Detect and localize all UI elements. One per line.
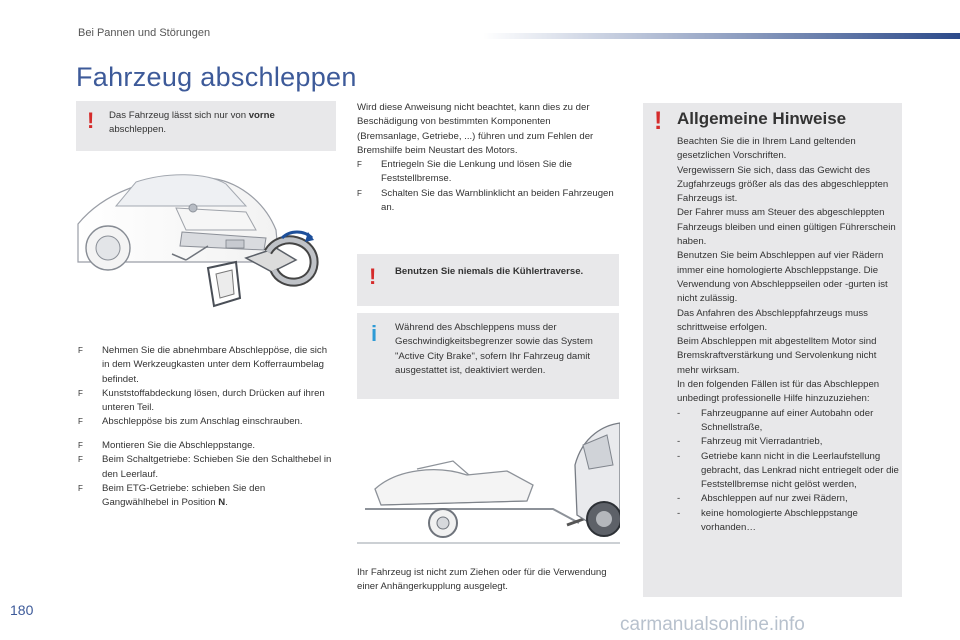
front-only-note	[76, 101, 336, 151]
radiator-warning	[357, 254, 619, 306]
warning-icon: !	[369, 264, 377, 289]
step-item: F Nehmen Sie die abnehmbare Abschleppöse, die sich in dem Werkzeugkasten unter dem Kofferraumbelag befindet.	[78, 345, 328, 385]
section-title: Bei Pannen und Störungen	[78, 27, 211, 39]
note-paragraph: Benutzen Sie beim Abschleppen auf vier Rädern immer eine homologierte Abschleppstange. Die Verwendung von Abschleppseilen oder -gurten ist nicht zulässig.	[677, 250, 888, 305]
trailer-caption: Ihr Fahrzeug ist nicht zum Ziehen oder für die Verwendung einer Anhängerkupplung ausgelegt.	[357, 567, 607, 593]
step-marker-icon: F	[357, 160, 362, 170]
note-paragraph: In den folgenden Fällen ist für das Abschleppen unbedingt professionelle Hilfe hinzuzuziehen:	[677, 379, 880, 405]
speed-limiter-text: Während des Abschleppens muss der Geschwindigkeitsbegrenzer sowie das System "Active City Brake", sofern Ihr Fahrzeug damit ausgestattet ist, deaktiviert werden.	[395, 322, 593, 376]
step-marker-icon: F	[78, 455, 83, 465]
step-marker-icon: F	[78, 483, 83, 493]
general-notes-panel	[643, 103, 902, 597]
front-only-text: Das Fahrzeug lässt sich nur von vorne abschleppen.	[109, 110, 275, 136]
general-notes-title: Allgemeine Hinweise	[677, 109, 847, 128]
warning-icon: !	[654, 107, 663, 135]
note-paragraph: Beim Abschleppen mit abgestelltem Motor sind Bremskraftverstärkung und Servolenkung nicht mehr wirksam.	[677, 336, 877, 376]
steps-a-list	[78, 344, 333, 430]
step-marker-icon: F	[78, 346, 83, 355]
case-item: - keine homologierte Abschleppstange vorhanden…	[677, 507, 858, 534]
step-marker-icon: F	[357, 188, 362, 198]
step-marker-icon: F	[78, 417, 83, 427]
no-trailer-illustration	[357, 405, 620, 553]
case-item: - Fahrzeugpanne auf einer Autobahn oder Schnellstraße,	[677, 407, 874, 433]
warning-icon: !	[87, 108, 95, 133]
step-marker-icon: F	[78, 441, 83, 450]
step-item: F Kunststoffabdeckung lösen, durch Drücken auf ihren unteren Teil.	[78, 387, 325, 414]
case-item: - Fahrzeug mit Vierradantrieb,	[677, 436, 823, 448]
step-item: F Beim Schaltgetriebe: Schieben Sie den Schalthebel in den Leerlauf.	[78, 454, 332, 480]
case-item: - Getriebe kann nicht in die Leerlaufstellung gebracht, das Lenkrad nicht entriegelt oder die Feststellbremse nicht gelöst werden,	[677, 450, 899, 491]
intro-text: Wird diese Anweisung nicht beachtet, kann dies zu der Beschädigung von bestimmten Komponenten (Bremsanlage, Getriebe, ...) führen und zum Fehlen der Bremshilfe beim Neustart des Motors.	[357, 102, 594, 156]
general-notes-body	[677, 135, 899, 535]
case-item: - Abschleppen auf nur zwei Rädern,	[677, 493, 848, 505]
note-paragraph: Beachten Sie die in Ihrem Land geltenden gesetzlichen Vorschriften.	[677, 136, 856, 162]
steps-b-list	[78, 439, 333, 510]
radiator-warning-text: Benutzen Sie niemals die Kühlertraverse.	[395, 266, 584, 277]
step-item: F Montieren Sie die Abschleppstange.	[78, 439, 333, 453]
note-paragraph: Vergewissern Sie sich, dass das Gewicht des Zugfahrzeugs größer als das des abgeschleppten Fahrzeugs ist.	[677, 164, 889, 205]
note-paragraph: Das Anfahren des Abschleppfahrzeugs muss schrittweise erfolgen.	[677, 307, 868, 333]
note-paragraph: Der Fahrer muss am Steuer des abgeschleppten Fahrzeugs bleiben und einen gültigen Führerschein haben.	[677, 207, 896, 248]
tow-eye-illustration	[76, 160, 338, 330]
step-item: F Abschleppöse bis zum Anschlag einschrauben.	[78, 415, 333, 429]
step-item: F Beim ETG-Getriebe: schieben Sie den Gangwählhebel in Position N.	[78, 482, 266, 509]
speed-limiter-info	[357, 313, 619, 399]
middle-intro	[357, 101, 615, 215]
page-title: Fahrzeug abschleppen	[76, 62, 357, 92]
watermark: carmanualsonline.info	[620, 614, 805, 635]
info-icon: i	[371, 321, 378, 346]
step-item: F Schalten Sie das Warnblinklicht an beiden Fahrzeugen an.	[357, 187, 614, 214]
header-accent-bar	[483, 33, 960, 39]
step-item: F Entriegeln Sie die Lenkung und lösen Sie die Feststellbremse.	[357, 159, 572, 185]
page-number: 180	[10, 602, 34, 618]
step-marker-icon: F	[78, 388, 83, 398]
